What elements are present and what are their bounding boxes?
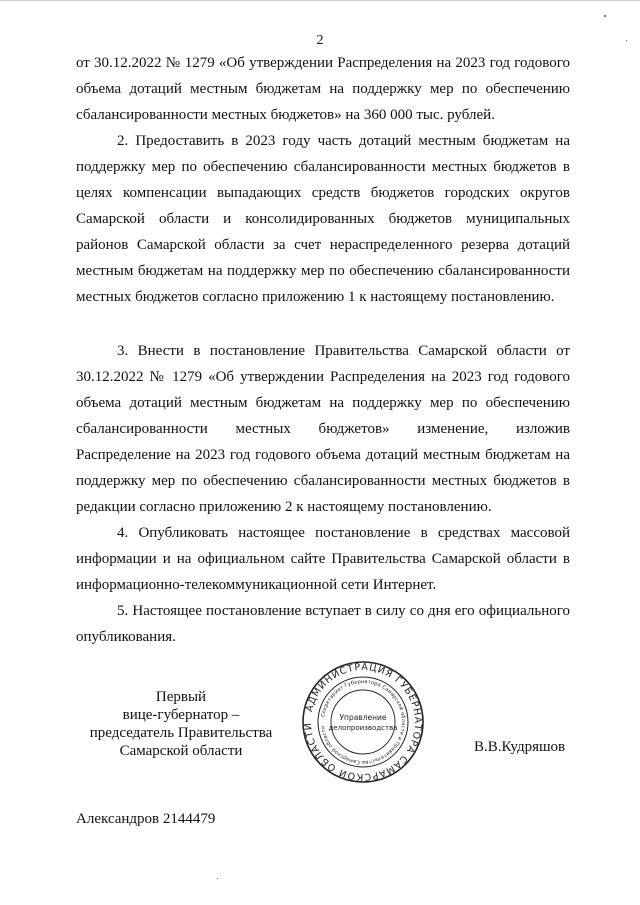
scan-speck [217,878,218,879]
signatory-title-line: Первый [155,689,207,705]
paragraph-continuation: от 30.12.2022 № 1279 «Об утверждении Распределения на 2023 год годового объема дотаций местным бюджетам на поддержку мер по обеспечению сбалансированности местных бюджетов» на 360 000 тыс. рублей. [76,55,570,123]
seal-middle-ring [318,677,408,767]
official-seal [301,660,425,784]
scan-speck [626,40,627,41]
seal-inner-ring [331,690,395,754]
signatory-title [86,688,276,760]
paragraph-item-3: 3. Внести в постановление Правительства Самарской области от 30.12.2022 № 1279 «Об утверждении Распределения на 2023 год годового объема дотаций местным бюджетам на поддержку мер по обеспечению сбалансированности местных бюджетов» изменение, изложив Распределение на 2023 год годового объема дотаций местным бюджетам на поддержку мер по обеспечению сбалансированности местных бюджетов в редакции согласно приложению 2 к настоящему постановлению. [76,343,570,515]
signatory-title-line: председатель Правительства [89,725,273,741]
paragraph-item-5: 5. Настоящее постановление вступает в силу со дня его официального опубликования. [76,603,570,645]
paragraph-item-4: 4. Опубликовать настоящее постановление в средствах массовой информации и на официальном сайте Правительства Самарской области в информационно-телекоммуникационной сети Интернет. [76,525,570,593]
page-number: 2 [316,33,324,48]
seal-center-line-2: делопроизводства [328,724,398,732]
paragraph-item-2: 2. Предоставить в 2023 году часть дотаций местным бюджетам на поддержку мер по обеспечению сбалансированности местных бюджетов в целях компенсации выпадающих средств бюджетов городских округов Самарской области и консолидированных бюджетов муниципальных районов Самарской области за счет нераспределенного резерва дотаций местным бюджетам на поддержку мер по обеспечению сбалансированности местных бюджетов согласно приложению 1 к настоящему постановлению. [76,133,570,305]
seal-center-line-1: Управление [339,713,387,722]
signatory-name: В.В.Кудряшов [474,739,566,755]
scan-speck [604,15,606,17]
seal-outer-text: АДМИНИСТРАЦИЯ ГУБЕРНАТОРА САМАРСКОЙ ОБЛАСТИ [302,661,424,783]
author-contact: Александров 2144479 [76,811,216,827]
signatory-title-line: вице-губернатор – [122,707,240,723]
signatory-title-line: Самарской области [119,743,243,759]
seal-inner-text: Секретариат Губернатора Самарской области и Правительства Самарской области [320,678,407,766]
top-edge-line [0,0,640,1]
